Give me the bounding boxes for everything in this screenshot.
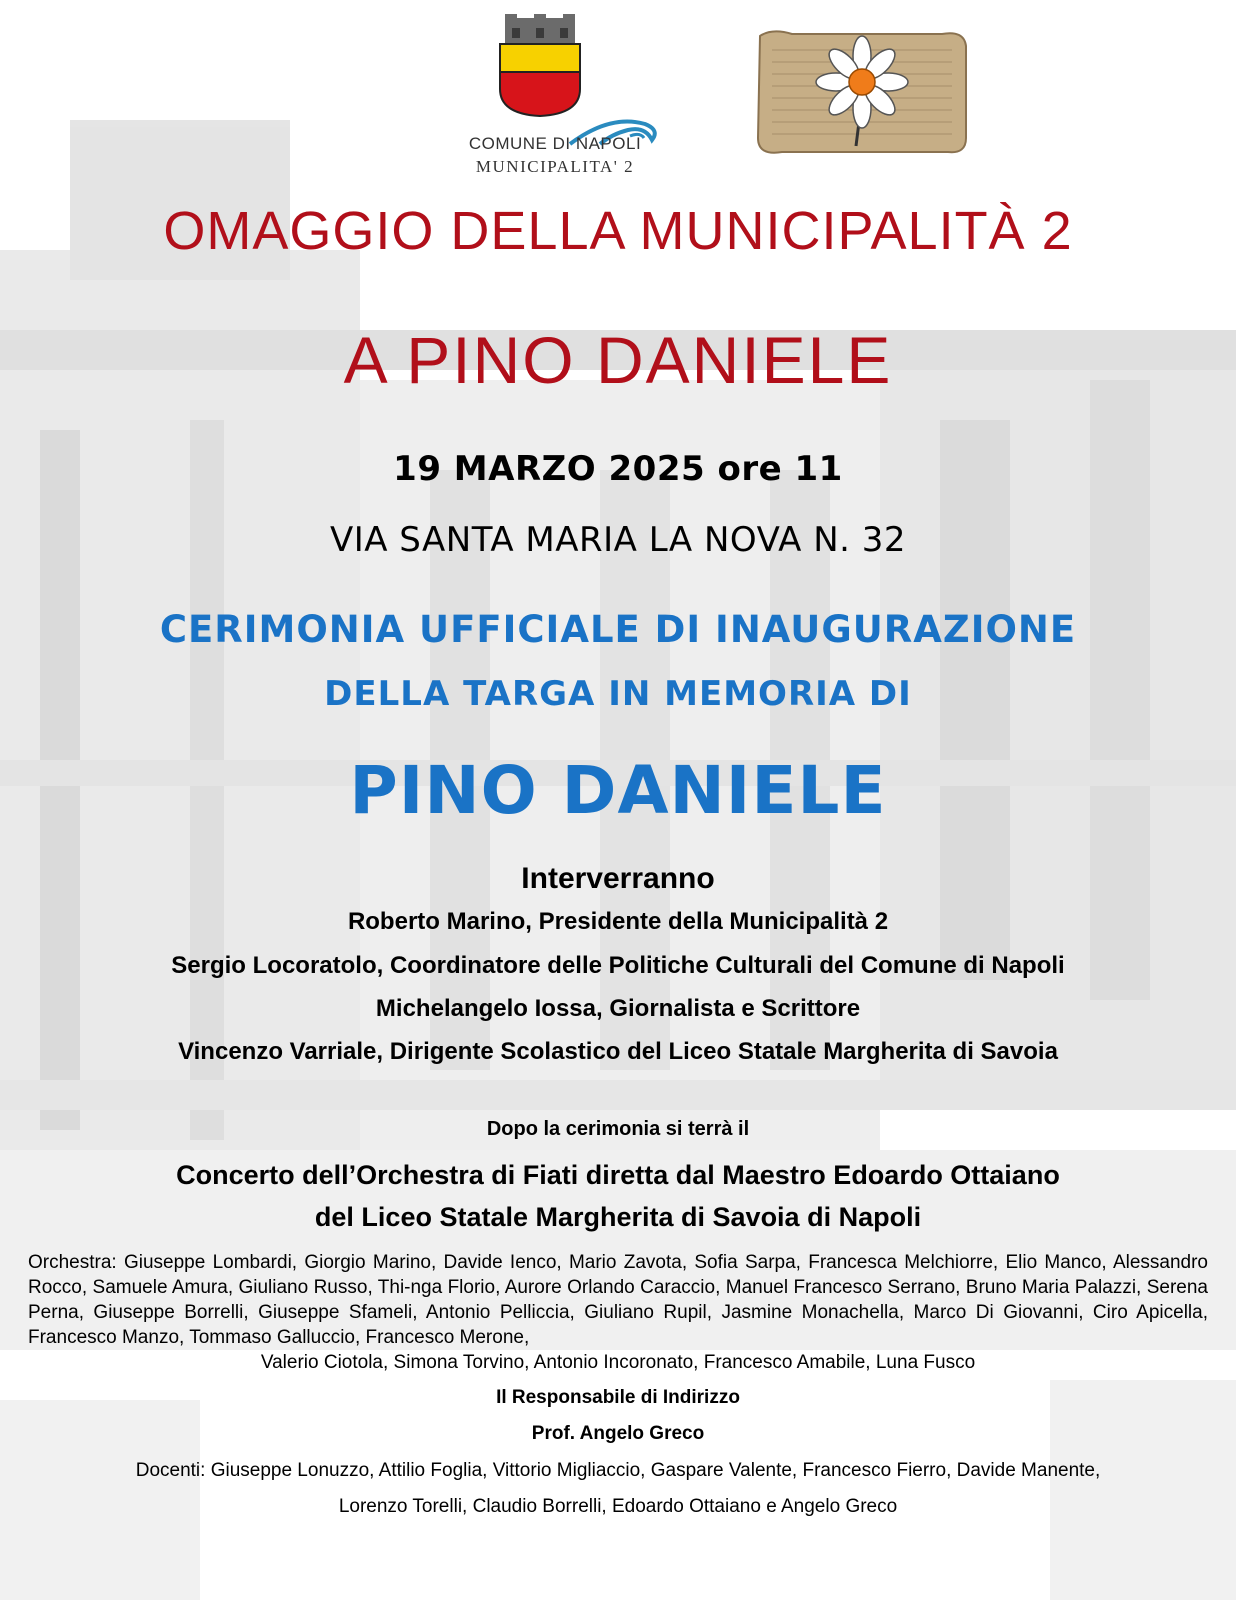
responsible-name: Prof. Angelo Greco — [531, 1423, 705, 1444]
concert-intro: Dopo la cerimonia si terrà il — [486, 1118, 750, 1140]
event-place: VIA SANTA MARIA LA NOVA N. 32 — [329, 520, 907, 560]
orchestra-members — [28, 1250, 1208, 1375]
logo-line-municipalita: MUNICIPALITA' 2 — [475, 157, 635, 176]
speaker-item: Roberto Marino, Presidente della Municipalità 2 — [347, 908, 889, 935]
orchestra-members-last-line: Valerio Ciotola, Simona Torvino, Antonio Incoronato, Francesco Amabile, Luna Fusco — [260, 1352, 976, 1373]
daisy-scroll-logo-icon — [752, 26, 972, 161]
ceremony-honoree-name: PINO DANIELE — [349, 752, 887, 829]
speaker-item: Michelangelo Iossa, Giornalista e Scrittore — [375, 995, 861, 1022]
speaker-item: Sergio Locoratolo, Coordinatore delle Politiche Culturali del Comune di Napoli — [171, 952, 1065, 979]
concert-line-1: Concerto dell’Orchestra di Fiati diretta dal Maestro Edoardo Ottaiano — [176, 1160, 1060, 1190]
speakers-heading: Interverranno — [521, 862, 715, 895]
ceremony-line-1: CERIMONIA UFFICIALE DI INAUGURAZIONE — [159, 608, 1077, 651]
speaker-item: Vincenzo Varriale, Dirigente Scolastico del Liceo Statale Margherita di Savoia — [178, 1038, 1058, 1065]
ceremony-line-2: DELLA TARGA IN MEMORIA DI — [324, 674, 912, 714]
event-date: 19 MARZO 2025 ore 11 — [393, 449, 843, 489]
orchestra-members-text: Orchestra: Giuseppe Lombardi, Giorgio Marino, Davide Ienco, Mario Zavota, Sofia Sarpa, Francesca Melchiorre, Elio Manco, Alessandro Rocco, Samuele Amura, Giuliano Russo, Thi-nga Florio, Aurore Orlando Caraccio, Manuel Francesco Serrano, Bruno Maria Palazzi, Serena Perna, Giuseppe Borrelli, Giuseppe Sfameli, Antonio Pelliccia, Giuliano Rupil, Jasmine Monachella, Marco Di Giovanni, Ciro Apicella, Francesco Manzo, Tommaso Galluccio, Francesco Merone, — [28, 1252, 1208, 1348]
logo-line-comune: COMUNE DI NAPOLI — [468, 134, 642, 153]
comune-di-napoli-logo — [440, 14, 670, 184]
title-omaggio — [0, 200, 1236, 262]
title-omaggio-text: OMAGGIO DELLA MUNICIPALITÀ 2 — [163, 201, 1073, 261]
daisy-scroll-logo — [752, 26, 972, 161]
teachers-line-1: Docenti: Giuseppe Lonuzzo, Attilio Foglia, Vittorio Migliaccio, Gaspare Valente, Francesco Fierro, Davide Manente, — [135, 1460, 1101, 1481]
teachers-line-2: Lorenzo Torelli, Claudio Borrelli, Edoardo Ottaiano e Angelo Greco — [338, 1496, 898, 1517]
responsible-label: Il Responsabile di Indirizzo — [496, 1387, 740, 1408]
concert-line-2: del Liceo Statale Margherita di Savoia di Napoli — [314, 1202, 922, 1232]
title-a-pino-daniele: A PINO DANIELE — [343, 323, 893, 397]
